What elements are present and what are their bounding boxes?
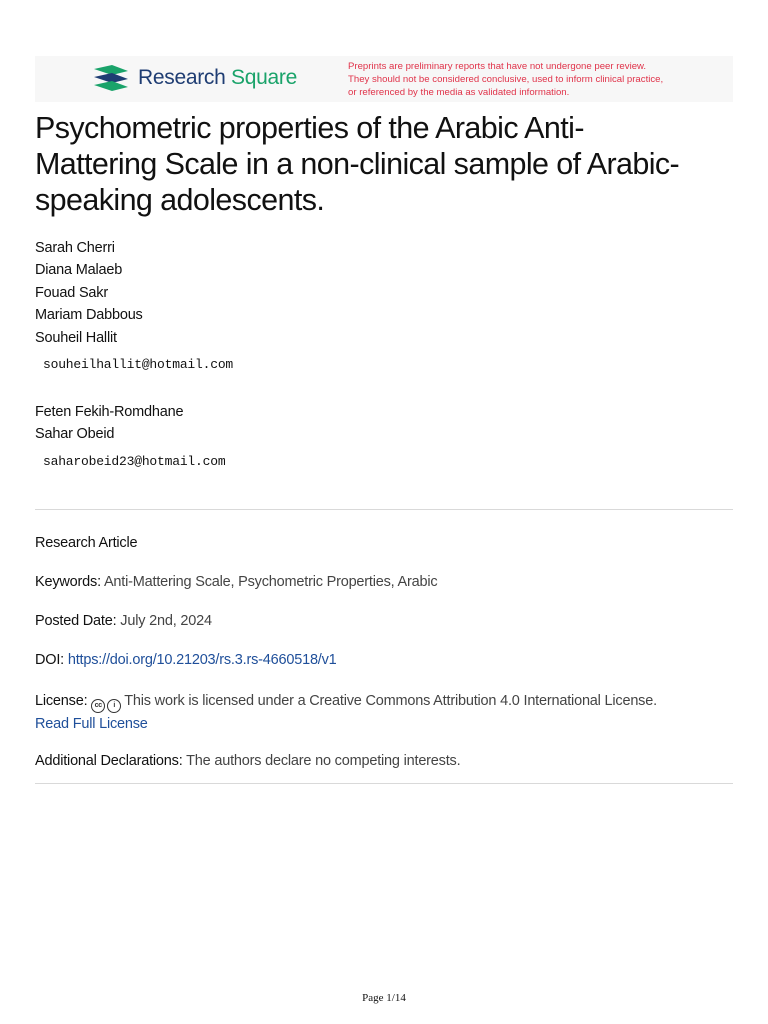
declarations-label: Additional Declarations:: [35, 753, 183, 769]
keywords-label: Keywords:: [35, 574, 101, 590]
author-email[interactable]: souheilhallit@hotmail.com: [43, 356, 234, 372]
author-group-spacer: [35, 379, 233, 401]
notice-line: They should not be considered conclusive, used to inform clinical practice,: [348, 74, 664, 85]
logo-word-research: Research: [138, 66, 226, 89]
title-line: Psychometric properties of the Arabic Anti-: [35, 111, 584, 145]
creative-commons-badge: [91, 699, 121, 713]
keywords-value: Anti-Mattering Scale, Psychometric Properties, Arabic: [103, 574, 438, 590]
title-line: speaking adolescents.: [35, 183, 325, 217]
author-email[interactable]: saharobeid23@hotmail.com: [43, 453, 226, 469]
research-square-logo-icon: [92, 63, 130, 93]
doi-label: DOI:: [35, 652, 65, 668]
preprint-notice: [348, 60, 708, 99]
divider: [35, 783, 733, 784]
license-row: [35, 690, 657, 736]
declarations-value: The authors declare no competing interests.: [186, 753, 461, 769]
keywords-row: [35, 574, 437, 590]
author-name[interactable]: Mariam Dabbous: [35, 307, 143, 324]
author-list: [35, 237, 233, 476]
notice-line: or referenced by the media as validated information.: [348, 87, 570, 98]
declarations-row: [35, 753, 460, 769]
notice-line: Preprints are preliminary reports that have not undergone peer review.: [348, 61, 647, 72]
license-text: This work is licensed under a Creative Commons Attribution 4.0 International License.: [124, 693, 657, 709]
author-name[interactable]: Sarah Cherri: [35, 240, 115, 256]
cc-icon: cc: [91, 699, 105, 713]
article-type-label: Research Article: [35, 535, 138, 551]
author-name[interactable]: Sahar Obeid: [35, 426, 115, 443]
research-square-logo[interactable]: [92, 63, 297, 93]
doi-row: [35, 652, 337, 668]
author-name[interactable]: Fouad Sakr: [35, 284, 108, 301]
author-name[interactable]: Souheil Hallit: [35, 329, 117, 346]
author-name[interactable]: Diana Malaeb: [35, 262, 123, 279]
logo-word-square: Square: [231, 66, 297, 89]
divider: [35, 509, 733, 510]
title-line: Mattering Scale in a non-clinical sample of Arabic-: [35, 147, 680, 181]
page-number: Page 1/14: [362, 992, 406, 1004]
article-type: [35, 535, 137, 551]
logo-wordmark: [138, 66, 297, 90]
attribution-icon: i: [107, 699, 121, 713]
doi-link[interactable]: https://doi.org/10.21203/rs.3.rs-4660518/v1: [67, 652, 337, 668]
read-full-license-link[interactable]: Read Full License: [35, 716, 148, 732]
license-label: License:: [35, 693, 88, 709]
author-name[interactable]: Feten Fekih-Romdhane: [35, 403, 184, 420]
posted-date-row: [35, 613, 212, 629]
posted-date-value: July 2nd, 2024: [120, 613, 212, 629]
posted-date-label: Posted Date:: [35, 613, 117, 629]
paper-title: [35, 110, 735, 218]
